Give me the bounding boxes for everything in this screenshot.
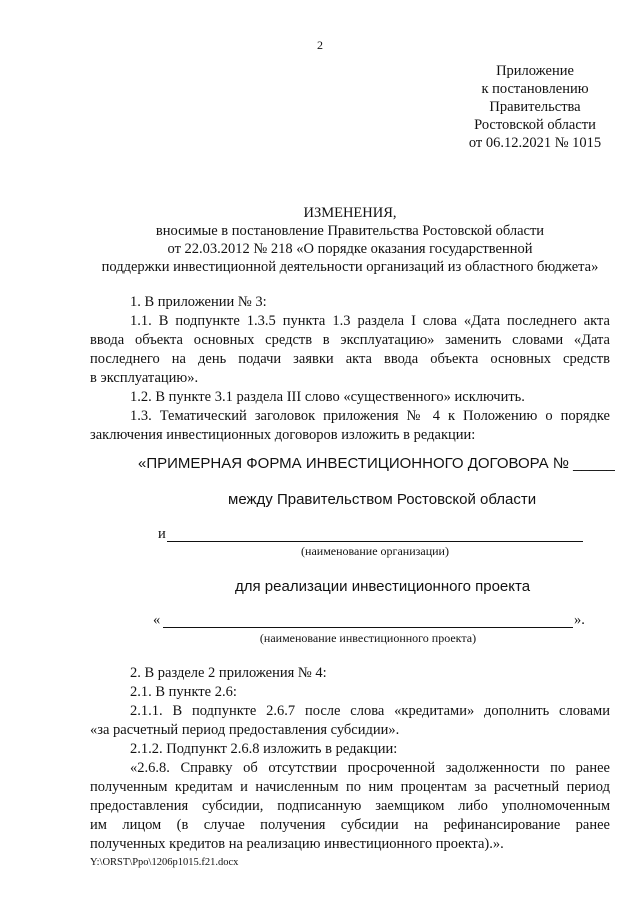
project-caption: (наименование инвестиционного проекта) <box>259 631 477 645</box>
quote-close: ». <box>574 612 585 628</box>
appendix-line: Приложение <box>496 63 574 79</box>
footer-file-path: Y:\ORST\Ppo\1206p1015.f21.docx <box>90 857 239 868</box>
paragraph-line: 2.1.2. Подпункт 2.6.8 изложить в редакции: <box>130 741 398 757</box>
paragraph-line: последнего на день подачи заявки акта ввода объекта основных средств <box>90 351 610 367</box>
paragraph-line: в эксплуатацию». <box>90 370 199 386</box>
paragraph-line: полученных кредитов на реализацию инвестиционного проекта).». <box>90 836 504 852</box>
project-name-line <box>163 627 573 628</box>
paragraph-line: 2.1.1. В подпункте 2.6.7 после слова «кредитами» дополнить словами <box>130 703 610 719</box>
form-title: «ПРИМЕРНАЯ ФОРМА ИНВЕСТИЦИОННОГО ДОГОВОРА № _____ <box>138 455 615 472</box>
title-heading: ИЗМЕНЕНИЯ, <box>303 205 397 221</box>
paragraph-line: 2.1. В пункте 2.6: <box>130 684 237 700</box>
paragraph-line: «за расчетный период предоставления субсидии». <box>90 722 400 738</box>
title-line: вносимые в постановление Правительства Ростовской области <box>155 223 545 239</box>
appendix-line: Правительства <box>489 99 581 115</box>
title-line: от 22.03.2012 № 218 «О порядке оказания государственной <box>167 241 533 257</box>
organization-caption: (наименование организации) <box>301 544 449 558</box>
appendix-line: к постановлению <box>481 81 589 97</box>
form-between: между Правительством Ростовской области <box>228 491 537 508</box>
paragraph-line: «2.6.8. Справку об отсутствии просроченной задолженности по ранее <box>130 760 610 776</box>
form-and-prefix: и <box>158 526 166 542</box>
appendix-line: от 06.12.2021 № 1015 <box>468 135 602 151</box>
paragraph-line: 1.1. В подпункте 1.3.5 пункта 1.3 раздела I слова «Дата последнего акта <box>130 313 610 329</box>
paragraph-line: 1.2. В пункте 3.1 раздела III слово «существенного» исключить. <box>130 389 525 405</box>
appendix-line: Ростовской области <box>474 117 596 133</box>
page-number: 2 <box>317 38 323 52</box>
title-line: поддержки инвестиционной деятельности организаций из областного бюджета» <box>101 259 599 275</box>
paragraph-line: ввода объекта основных средств в эксплуатацию» заменить словами «Дата <box>90 332 610 348</box>
section-1-heading: 1. В приложении № 3: <box>130 294 267 310</box>
paragraph-line: предоставления субсидии, подписанную заемщиком либо уполномоченным <box>90 798 610 814</box>
paragraph-line: полученным кредитам и начисленным по ним процентам за расчетный период <box>90 779 610 795</box>
organization-name-line <box>167 541 583 542</box>
paragraph-line: им лицом (в случае получения субсидии на рефинансирование ранее <box>90 817 610 833</box>
quote-open: « <box>153 612 161 628</box>
paragraph-line: 1.3. Тематический заголовок приложения № 4 к Положению о порядке <box>130 408 610 424</box>
section-2-heading: 2. В разделе 2 приложения № 4: <box>130 665 327 681</box>
paragraph-line: заключения инвестиционных договоров изложить в редакции: <box>90 427 476 443</box>
form-purpose: для реализации инвестиционного проекта <box>235 578 531 595</box>
